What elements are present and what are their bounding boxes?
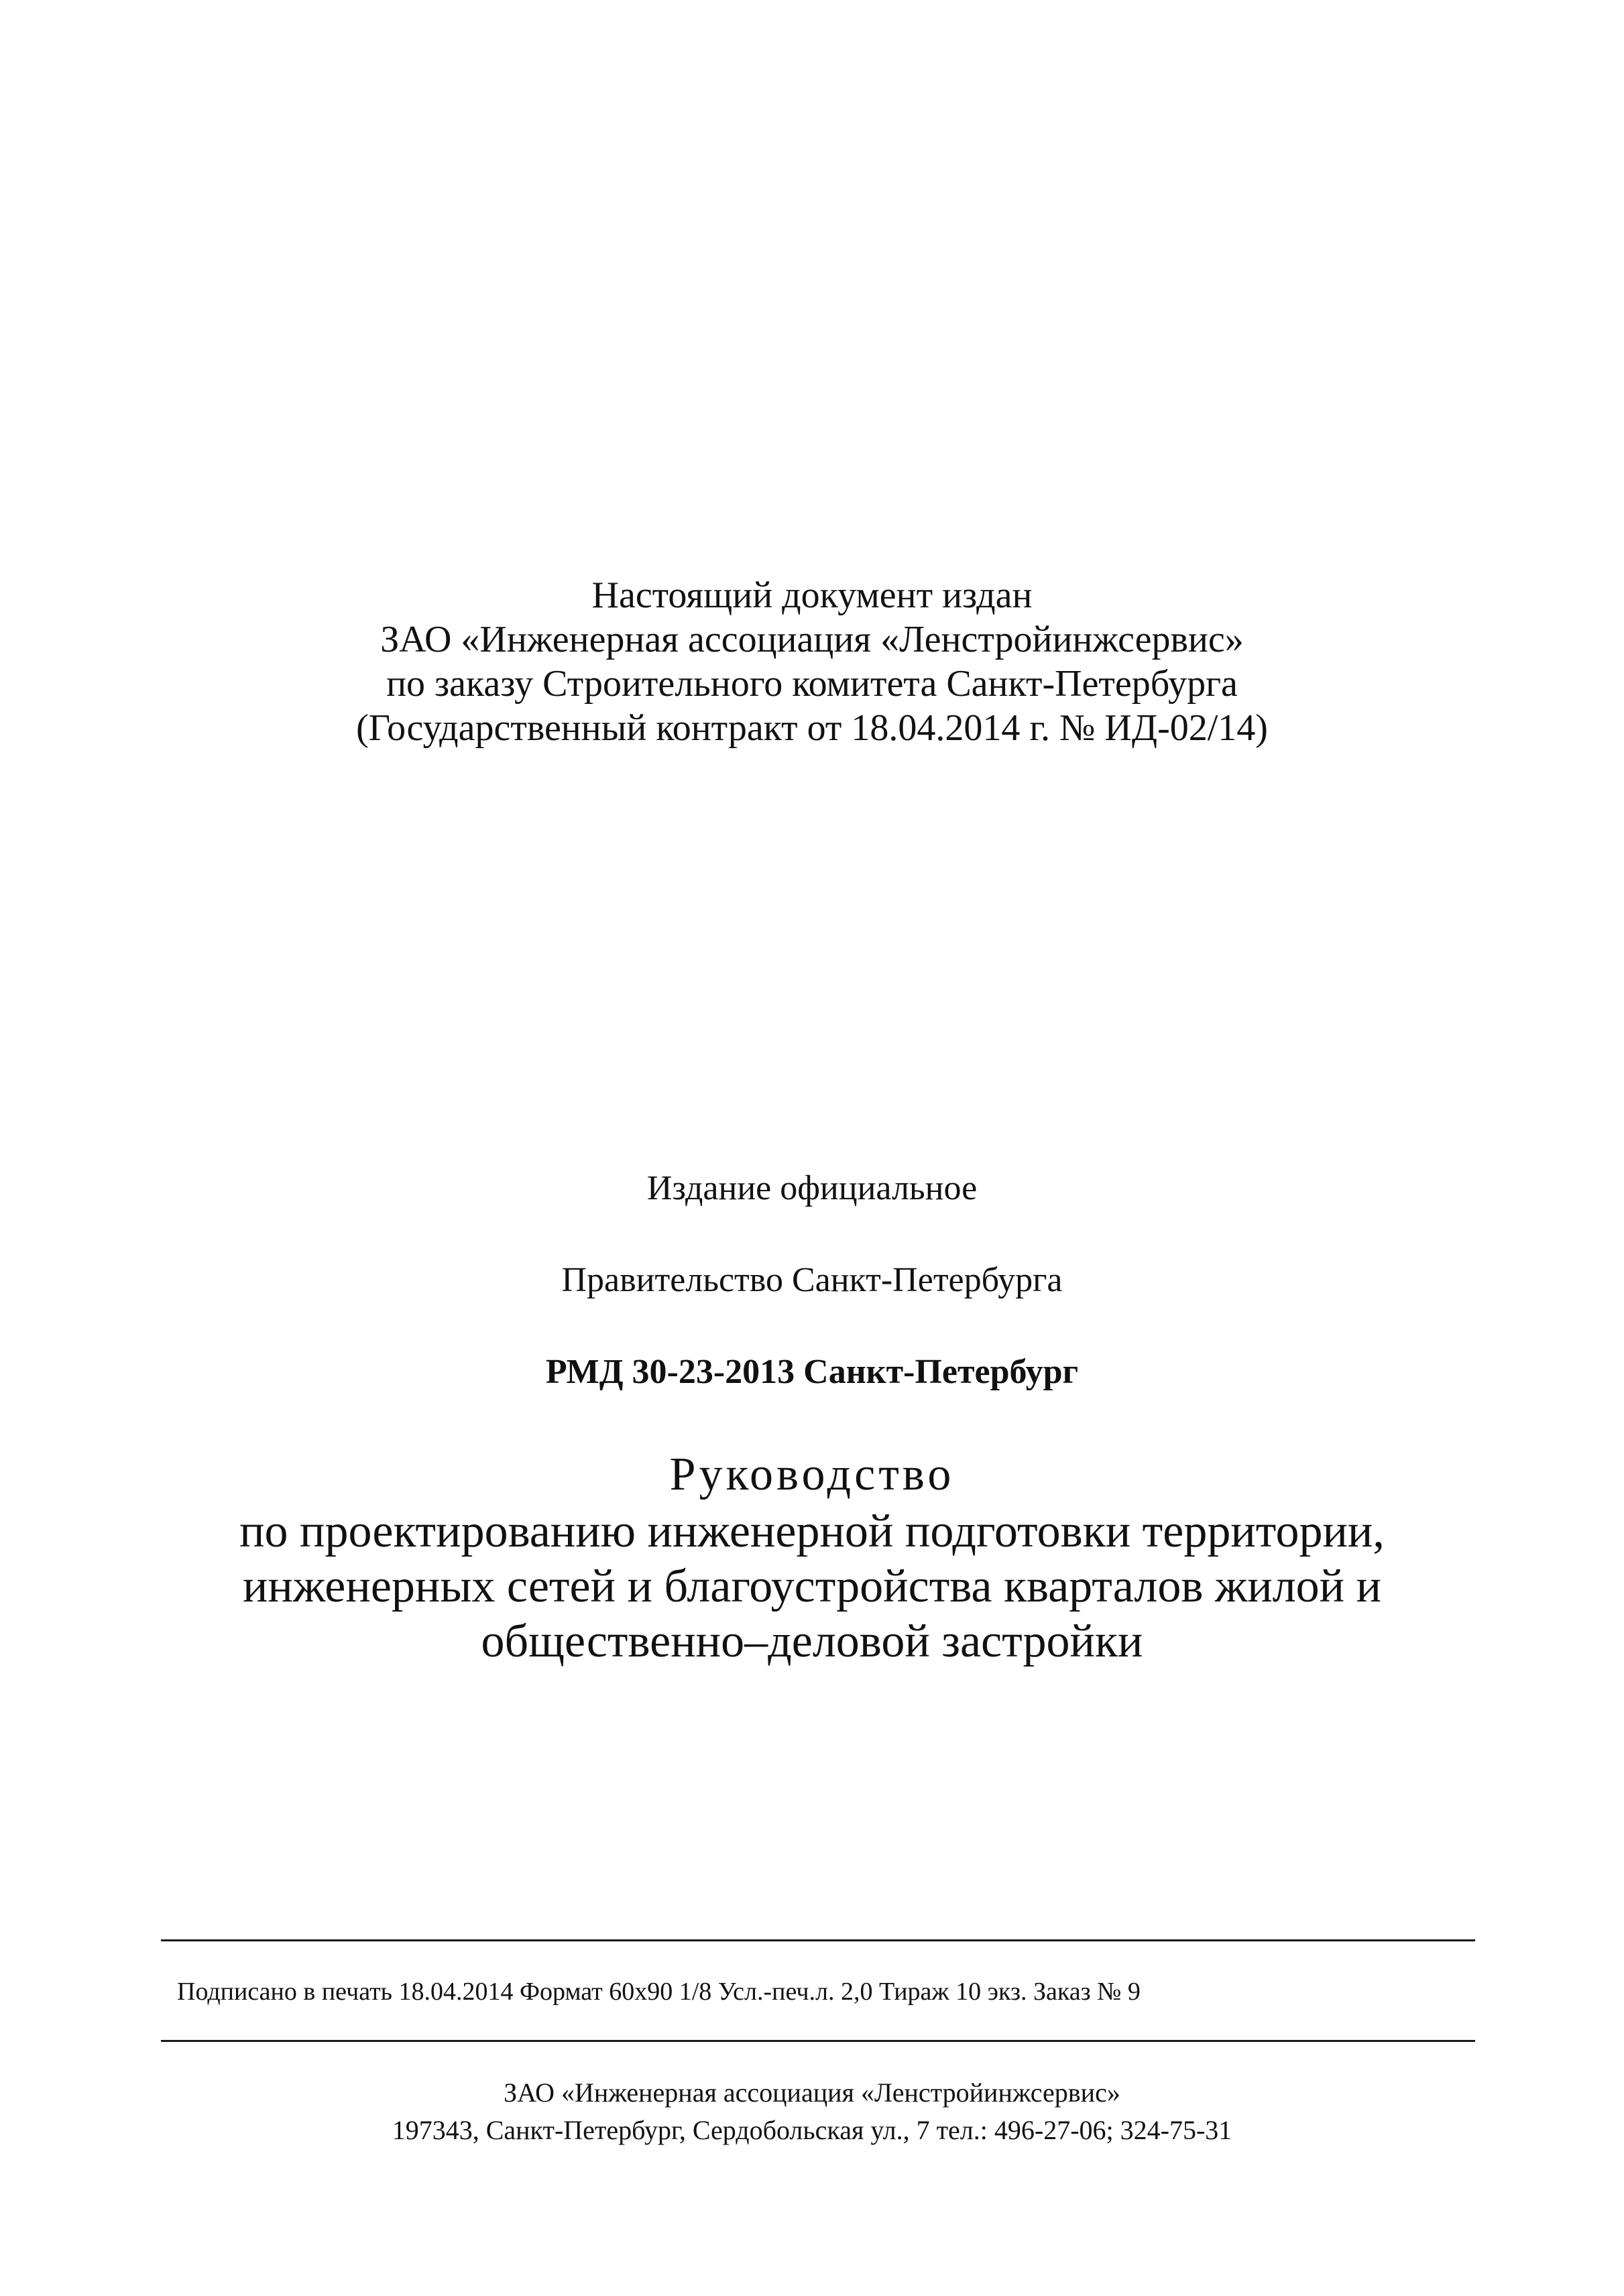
publisher-note-line-3: по заказу Строительного комитета Санкт-Петербурга <box>386 663 1238 705</box>
publisher-note <box>0 573 1624 750</box>
print-imprint: Подписано в печать 18.04.2014 Формат 60х90 1/8 Усл.-печ.л. 2,0 Тираж 10 экз. Заказ № 9 <box>177 1978 1141 2006</box>
divider-top <box>161 1939 1475 1941</box>
footer-address: 197343, Санкт-Петербург, Сердобольская ул., 7 тел.: 496-27-06; 324-75-31 <box>392 2115 1232 2145</box>
publisher-note-line-1: Настоящий документ издан <box>591 575 1033 616</box>
footer-organization: ЗАО «Инженерная ассоциация «Ленстройинжсервис» <box>504 2077 1120 2108</box>
document-title-line-3: общественно–деловой застройки <box>481 1616 1143 1667</box>
document-title-line-2: инженерных сетей и благоустройства кварталов жилой и <box>242 1561 1382 1612</box>
divider-bottom <box>161 2040 1475 2042</box>
document-title-line-1: по проектированию инженерной подготовки территории, <box>239 1506 1385 1557</box>
document-title <box>0 1504 1624 1669</box>
government-label: Правительство Санкт-Петербурга <box>561 1261 1063 1299</box>
publisher-note-line-4: (Государственный контракт от 18.04.2014 г. № ИД-02/14) <box>356 707 1268 749</box>
document-title-heading: Руководство <box>669 1449 955 1500</box>
document-code: РМД 30-23-2013 Санкт-Петербург <box>545 1353 1079 1391</box>
publisher-note-line-2: ЗАО «Инженерная ассоциация «Ленстройинжсервис» <box>380 619 1244 660</box>
edition-label: Издание официальное <box>646 1169 978 1207</box>
